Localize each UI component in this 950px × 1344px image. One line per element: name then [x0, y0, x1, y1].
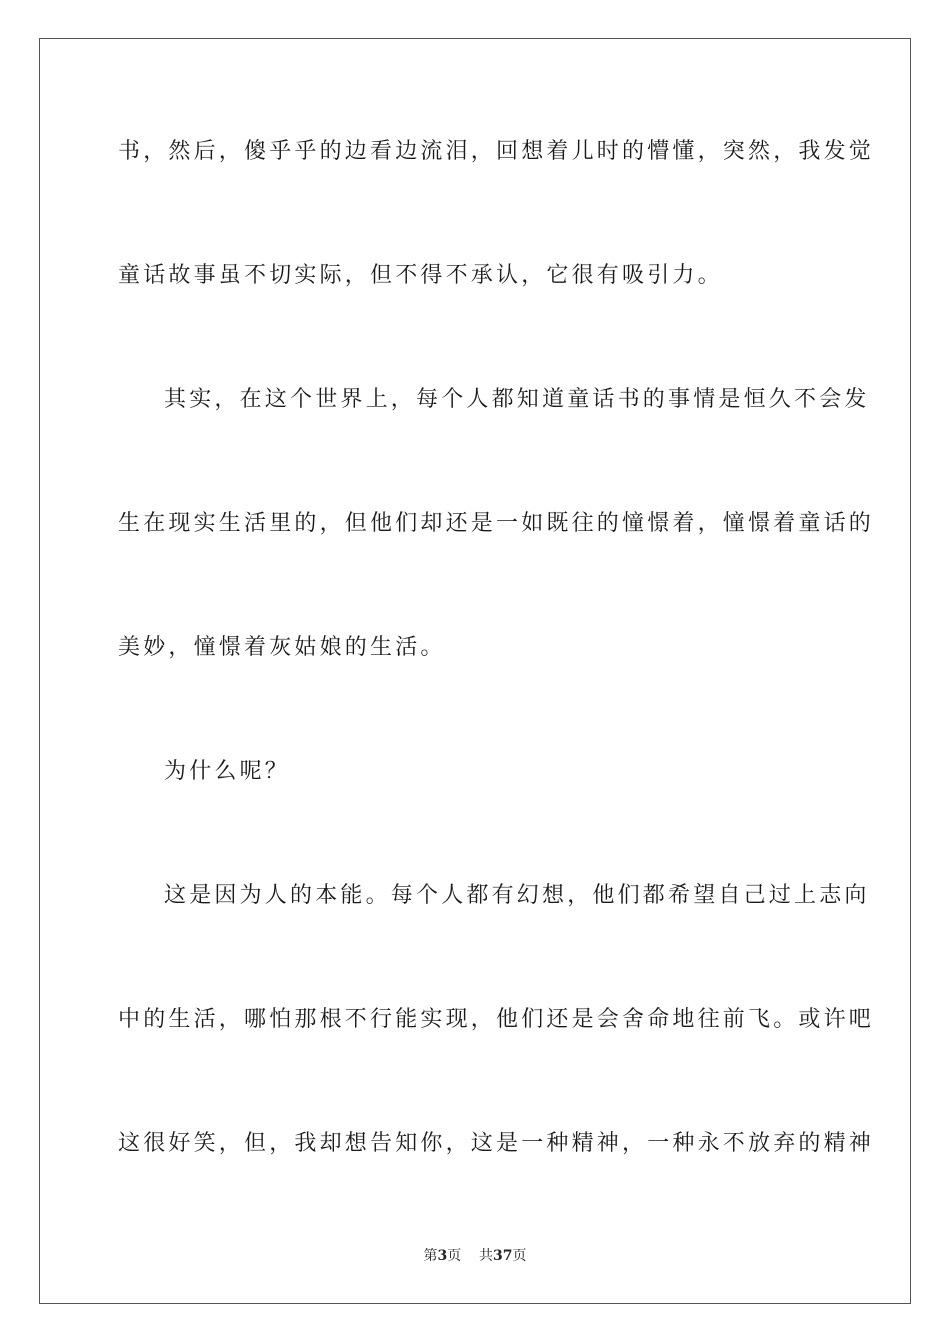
body-line-5: 美妙，憧憬着灰姑娘的生活。: [118, 635, 446, 660]
page-footer: [0, 1246, 950, 1266]
page-border: [39, 38, 911, 1304]
body-line-6: 为什么呢？: [164, 759, 291, 784]
footer-total-suffix: 页: [512, 1248, 527, 1264]
body-line-1: 书，然后，傻乎乎的边看边流泪，回想着儿时的懵懂，突然，我发觉: [118, 139, 875, 164]
body-line-7: 这是因为人的本能。每个人都有幻想，他们都希望自己过上志向: [164, 883, 870, 908]
body-line-8: 中的生活，哪怕那根不行能实现，他们还是会舍命地往前飞。或许吧: [118, 1007, 875, 1032]
footer-total-pages: 37: [493, 1248, 513, 1264]
footer-page-number: 3: [437, 1248, 448, 1264]
footer-total-prefix: 共: [479, 1248, 494, 1264]
footer-page-prefix: 第: [423, 1248, 438, 1264]
footer-page-suffix: 页: [447, 1248, 462, 1264]
body-line-2: 童话故事虽不切实际，但不得不承认，它很有吸引力。: [118, 263, 723, 288]
body-line-4: 生在现实生活里的，但他们却还是一如既往的憧憬着，憧憬着童话的: [118, 511, 875, 536]
body-line-9: 这很好笑，但，我却想告知你，这是一种精神，一种永不放弃的精神: [118, 1131, 875, 1156]
body-line-3: 其实，在这个世界上，每个人都知道童话书的事情是恒久不会发: [164, 387, 870, 412]
